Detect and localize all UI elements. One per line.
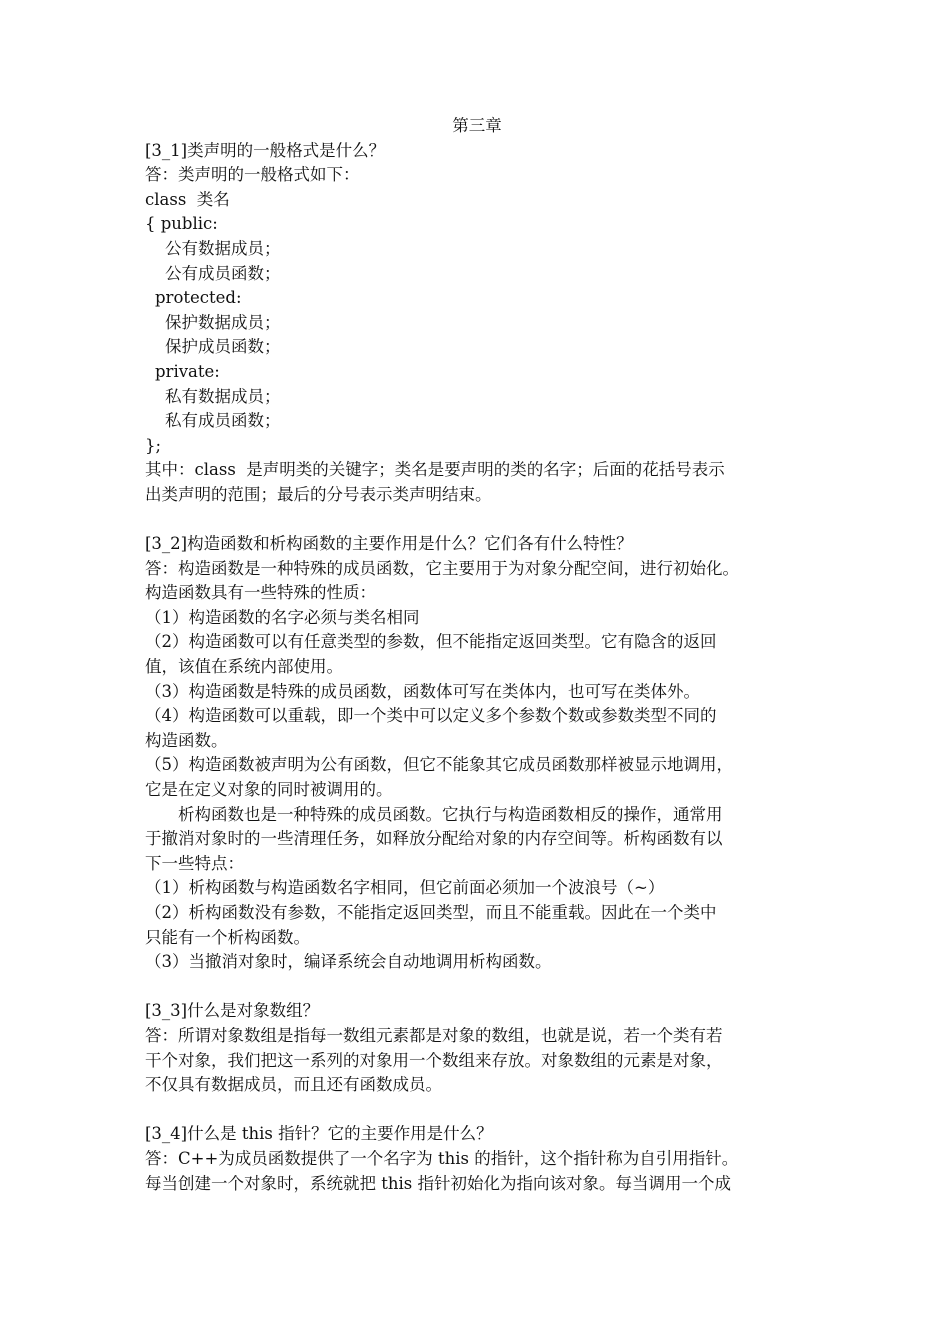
text-line: 它是在定义对象的同时被调用的。 [145,780,393,800]
text-line: （5）构造函数被声明为公有函数，但它不能象其它成员函数那样被显示地调用， [145,755,733,775]
code-line: private: [155,361,220,381]
text-line: （4）构造函数可以重载，即一个类中可以定义多个参数个数或参数类型不同的 [145,706,717,726]
text-line: 析构函数也是一种特殊的成员函数。它执行与构造函数相反的操作，通常用 [145,804,723,824]
code-line: 保护数据成员； [165,312,281,332]
text-line: 出类声明的范围；最后的分号表示类声明结束。 [145,484,492,504]
text-line: 构造函数。 [145,730,228,750]
text-line: 值，该值在系统内部使用。 [145,657,343,677]
text-line: （1）析构函数与构造函数名字相同，但它前面必须加一个波浪号（~） [145,878,665,898]
text-line: 不仅具有数据成员，而且还有函数成员。 [145,1075,442,1095]
text-line: 下一些特点： [145,853,244,873]
question-3-3: [3_3]什么是对象数组？ [145,1001,320,1021]
code-line: 公有成员函数； [165,263,281,283]
text-line: （3）构造函数是特殊的成员函数，函数体可写在类体内，也可写在类体外。 [145,681,700,701]
text-line: 答：C++为成员函数提供了一个名字为 this 的指针，这个指针称为自引用指针。 [145,1148,739,1168]
code-line: class 类名 [145,189,230,209]
question-3-2: [3_2]构造函数和析构函数的主要作用是什么？它们各有什么特性？ [145,534,633,554]
text-line: 其中：class 是声明类的关键字；类名是要声明的类的名字；后面的花括号表示 [145,460,725,480]
class-declaration-code [145,188,809,459]
paragraph-gap [145,508,809,533]
code-line: { public: [145,214,218,234]
code-line: 私有成员函数； [165,411,281,431]
text-line: 答：构造函数是一种特殊的成员函数，它主要用于为对象分配空间，进行初始化。 [145,558,739,578]
question-3-1: [3_1]类声明的一般格式是什么？ [145,140,386,160]
answer-3-2 [145,557,809,975]
paragraph-gap [145,1098,809,1123]
text-line: 只能有一个析构函数。 [145,927,310,947]
text-line: （1）构造函数的名字必须与类名相同 [145,607,420,627]
code-line: 私有数据成员； [165,386,281,406]
text-line: （3）当撤消对象时，编译系统会自动地调用析构函数。 [145,952,552,972]
answer-3-1-explanation [145,458,809,507]
answer-3-4 [145,1147,809,1196]
text-line: 构造函数具有一些特殊的性质： [145,583,376,603]
answer-3-3 [145,1024,809,1098]
text-line: （2）构造函数可以有任意类型的参数，但不能指定返回类型。它有隐含的返回 [145,632,717,652]
paragraph-gap [145,975,809,1000]
text-line: （2）析构函数没有参数，不能指定返回类型，而且不能重载。因此在一个类中 [145,903,717,922]
document-page [145,114,809,1196]
code-line: 公有数据成员； [165,238,281,258]
text-line: 于撤消对象时的一些清理任务，如释放分配给对象的内存空间等。析构函数有以 [145,829,723,849]
answer-3-1-intro: 答：类声明的一般格式如下： [145,165,360,185]
code-line: protected: [155,288,242,308]
code-line: }; [145,435,162,455]
chapter-title: 第三章 [452,116,502,135]
text-line: 干个对象，我们把这一系列的对象用一个数组来存放。对象数组的元素是对象， [145,1050,723,1070]
text-line: 答：所谓对象数组是指每一数组元素都是对象的数组，也就是说，若一个类有若 [145,1025,723,1045]
question-3-4: [3_4]什么是 this 指针？它的主要作用是什么？ [145,1124,493,1144]
code-line: 保护成员函数； [165,337,281,357]
text-line: 每当创建一个对象时，系统就把 this 指针初始化为指向该对象。每当调用一个成 [145,1173,731,1193]
